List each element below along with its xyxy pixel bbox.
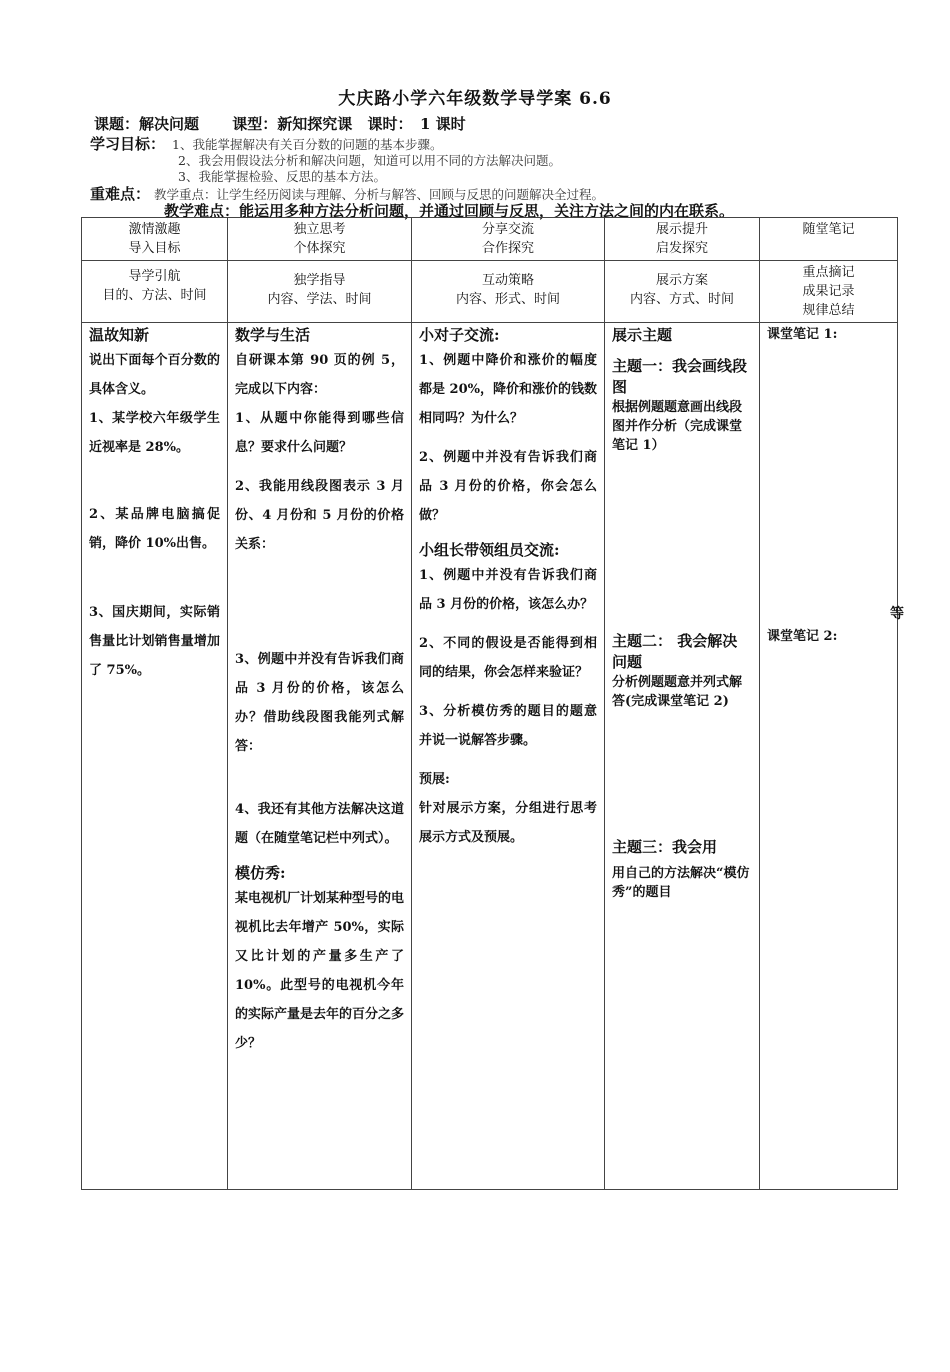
theme-1-title: 主题一：我会画线段图 [612,357,748,396]
preview-label: 预展: [419,772,450,787]
study-title: 数学与生活 [235,326,311,344]
col-presentation [605,323,760,1190]
pair-item-2: 2、例题中并没有告诉我们商品 3 月份的价格，你会怎么做？ [419,450,597,523]
group-item-1: 1、例题中并没有告诉我们商品 3 月份的价格，该怎么办？ [419,568,597,612]
header-cell: 独立思考 个体探究 [228,218,412,261]
col-exchange [412,323,605,1190]
preview-text: 针对展示方案，分组进行思考展示方式及预展。 [419,801,597,845]
study-intro: 自研课本第 90 页的例 5，完成以下内容： [235,353,404,397]
header-cell: 独学指导 内容、学法、时间 [228,261,412,323]
header-cell: 展示提升 启发探究 [605,218,760,261]
goals-label: 学习目标： [90,135,166,153]
col-review [82,323,228,1190]
goal-item-2: 2、我会用假设法分析和解决问题，知道可以用不同的方法解决问题。 [178,153,561,168]
study-item-3: 3、例题中并没有告诉我们商品 3 月份的价格，该怎么办？借助线段图我能列式解答： [235,652,404,754]
topic-hours: 课时： 1 课时 [367,115,466,133]
page-title: 大庆路小学六年级数学导学案 6.6 [338,89,612,109]
present-title: 展示主题 [612,326,673,344]
topic-line [94,113,494,134]
imitate-text: 某电视机厂计划某种型号的电视机比去年增产 50%，实际又比计划的产量多生产了 10%。此型号的电视机今年的实际产量是去年的百分之多少？ [235,891,405,1051]
group-item-3: 3、分析模仿秀的题目的题意并说一说解答步骤。 [419,704,597,748]
col-notes [760,323,898,1190]
key-focus: 教学重点：让学生经历阅读与理解、分析与解答、回顾与反思的问题解决全过程。 [154,187,605,202]
review-intro: 说出下面每个百分数的具体含义。 [89,353,220,397]
study-item-4: 4、我还有其他方法解决这道题（在随堂笔记栏中列式）。 [235,802,404,846]
note-2: 课堂笔记 2: [767,629,838,644]
key-label: 重难点： [90,185,151,203]
theme-2-desc: 分析例题题意并列式解答(完成课堂笔记 2) [612,675,743,709]
lesson-table [81,217,898,1190]
header-row-2 [82,261,898,323]
topic-type: 课型：新知探究课 [232,115,353,133]
header-cell: 随堂笔记 [760,218,898,261]
col-self-study [228,323,412,1190]
key-difficulty: 教学难点：能运用多种方法分析问题，并通过回顾与反思，关注方法之间的内在联系。 [164,202,735,220]
header-cell: 分享交流 合作探究 [412,218,605,261]
pair-title: 小对子交流: [419,326,500,344]
imitate-title: 模仿秀: [235,864,286,882]
side-mark: 等 [890,606,904,622]
review-item-1: 1、某学校六年级学生近视率是 28%。 [89,411,220,455]
study-item-2: 2、我能用线段图表示 3 月份、4 月份和 5 月份的价格关系： [235,479,404,552]
theme-2-title: 主题二： 我会解决问题 [612,632,738,671]
goal-item-1: 1、我能掌握解决有关百分数的问题的基本步骤。 [172,137,443,152]
group-title: 小组长带领组员交流: [419,541,560,559]
header-cell: 激情激趣 导入目标 [82,218,228,261]
review-item-2: 2、某品牌电脑搞促销，降价 10%出售。 [89,507,220,551]
study-item-1: 1、从题中你能得到哪些信息？要求什么问题？ [235,411,404,455]
header-cell: 展示方案 内容、方式、时间 [605,261,760,323]
note-1: 课堂笔记 1: [767,327,838,342]
header-row-1 [82,218,898,261]
review-title: 温故知新 [89,326,150,344]
header-cell: 导学引航 目的、方法、时间 [82,261,228,323]
theme-1-desc: 根据例题题意画出线段图并作分析（完成课堂笔记 1） [612,400,743,453]
group-item-2: 2、不同的假设是否能得到相同的结果，你会怎样来验证？ [419,636,597,680]
theme-3-desc: 用自己的方法解决“模仿秀”的题目 [612,866,750,900]
goal-item-3: 3、我能掌握检验、反思的基本方法。 [178,169,386,184]
theme-3-title: 主题三：我会用 [612,838,718,856]
header-cell: 重点摘记 成果记录 规律总结 [760,261,898,323]
review-item-3: 3、国庆期间，实际销售量比计划销售量增加了 75%。 [89,605,220,678]
content-row [82,323,898,1190]
pair-item-1: 1、例题中降价和涨价的幅度都是 20%，降价和涨价的钱数相同吗？为什么？ [419,353,597,426]
header-cell: 互动策略 内容、形式、时间 [412,261,605,323]
topic-course: 课题：解决问题 [94,115,200,133]
